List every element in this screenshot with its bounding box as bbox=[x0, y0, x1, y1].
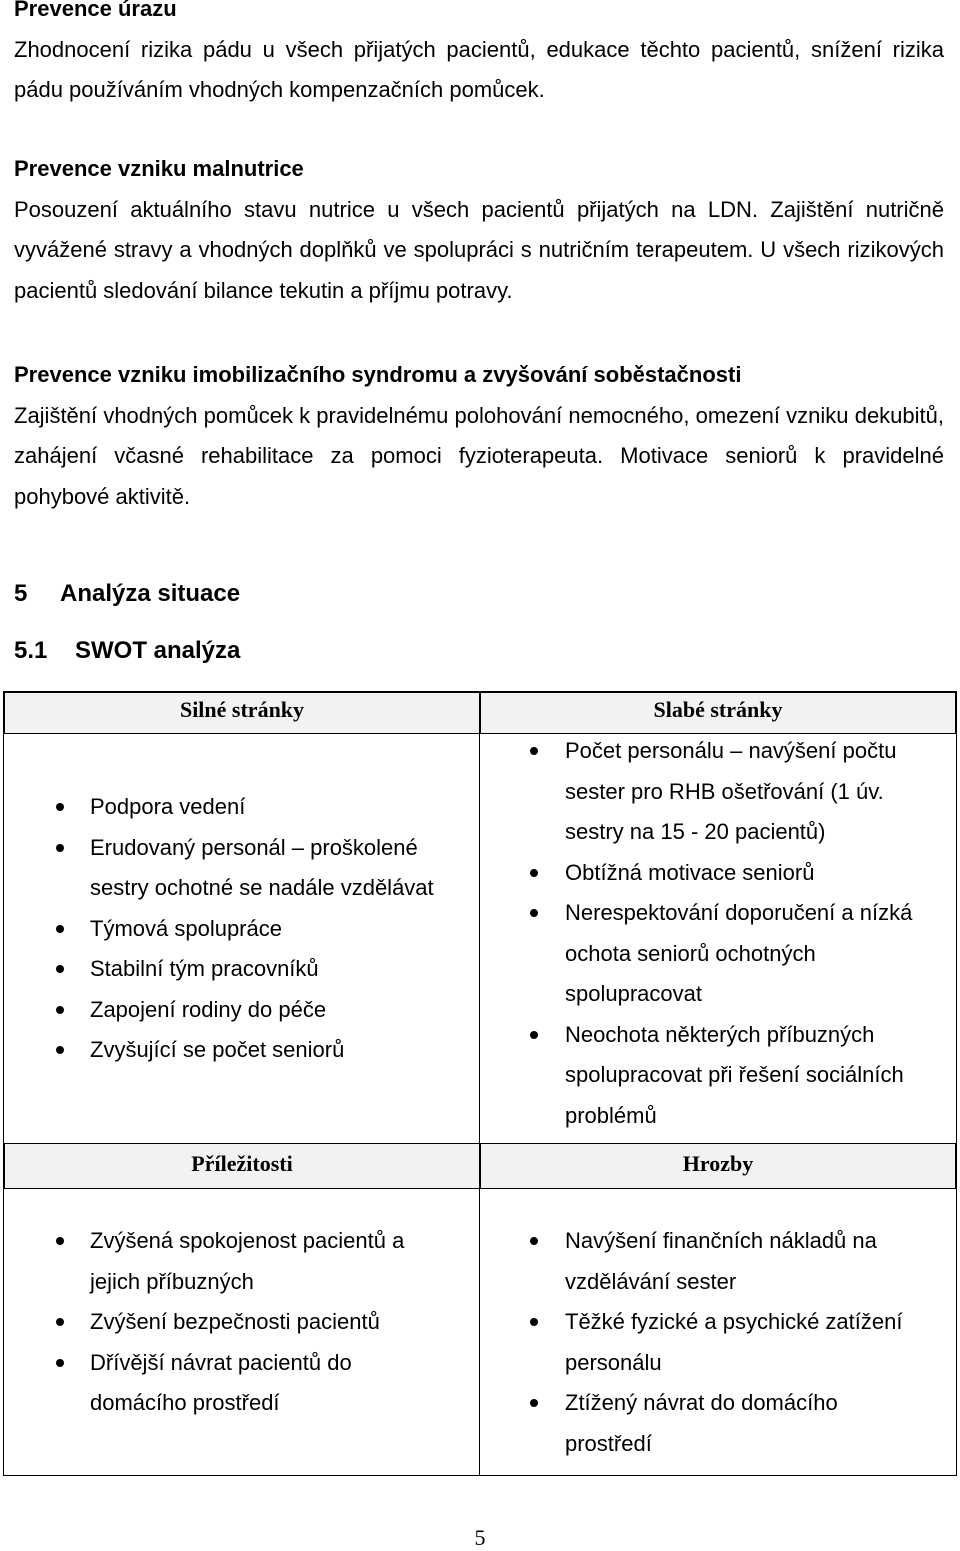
list-item: Obtížná motivace seniorů bbox=[480, 853, 950, 894]
list-item: Těžké fyzické a psychické zatížení personálu bbox=[480, 1302, 950, 1383]
bullet-icon bbox=[530, 909, 538, 917]
bullet-icon bbox=[56, 844, 64, 852]
bullet-icon bbox=[530, 1031, 538, 1039]
section-prevence-imobilizace bbox=[14, 355, 944, 517]
threats-list bbox=[480, 1221, 950, 1464]
chapter-heading bbox=[14, 579, 240, 609]
section-heading: Prevence vzniku imobilizačního syndromu a zvyšování soběstačnosti bbox=[14, 362, 742, 387]
list-item: Zapojení rodiny do péče bbox=[4, 990, 474, 1031]
subchapter-title: SWOT analýza bbox=[75, 637, 241, 664]
list-item: Navýšení finančních nákladů na vzdělávání sester bbox=[480, 1221, 950, 1302]
list-item: Nerespektování doporučení a nízká ochota seniorů ochotných spolupracovat bbox=[480, 893, 950, 1015]
list-item: Zvyšující se počet seniorů bbox=[4, 1030, 474, 1071]
bullet-icon bbox=[56, 1318, 64, 1326]
bullet-icon bbox=[56, 1359, 64, 1367]
bullet-icon bbox=[56, 1237, 64, 1245]
opportunities-list bbox=[4, 1221, 474, 1424]
swot-header-threats: Hrozby bbox=[480, 1143, 956, 1189]
bullet-icon bbox=[530, 747, 538, 755]
list-item: Zvýšení bezpečnosti pacientů bbox=[4, 1302, 474, 1343]
subchapter-number: 5.1 bbox=[14, 637, 48, 664]
chapter-number: 5 bbox=[14, 580, 28, 607]
section-heading: Prevence úrazu bbox=[14, 0, 177, 21]
chapter-title: Analýza situace bbox=[60, 580, 241, 607]
section-paragraph: Zajištění vhodných pomůcek k pravidelnému polohování nemocného, omezení vzniku dekubitů, zahájení včasné rehabilitace za pomoci fyzioterapeuta. Motivace seniorů k pravidelné pohybové aktivitě. bbox=[14, 402, 944, 509]
list-item: Ztížený návrat do domácího prostředí bbox=[480, 1383, 950, 1464]
swot-header-strengths: Silné stránky bbox=[4, 692, 480, 734]
bullet-icon bbox=[56, 1046, 64, 1054]
swot-header-weaknesses: Slabé stránky bbox=[480, 692, 956, 734]
bullet-icon bbox=[530, 1318, 538, 1326]
weaknesses-list bbox=[480, 731, 950, 1136]
bullet-icon bbox=[530, 1399, 538, 1407]
list-item: Neochota některých příbuzných spolupracovat při řešení sociálních problémů bbox=[480, 1015, 950, 1137]
section-prevence-malnutrice bbox=[14, 149, 944, 311]
list-item: Zvýšená spokojenost pacientů a jejich příbuzných bbox=[4, 1221, 474, 1302]
list-item: Počet personálu – navýšení počtu sester pro RHB ošetřování (1 úv. sestry na 15 - 20 pacientů) bbox=[480, 731, 950, 853]
bullet-icon bbox=[530, 869, 538, 877]
page-number: 5 bbox=[474, 1525, 486, 1550]
swot-cell-strengths bbox=[4, 734, 480, 1143]
section-paragraph: Zhodnocení rizika pádu u všech přijatých pacientů, edukace těchto pacientů, snížení rizika pádu používáním vhodných kompenzačních pomůcek. bbox=[14, 36, 944, 102]
list-item: Podpora vedení bbox=[4, 787, 474, 828]
swot-cell-weaknesses bbox=[480, 734, 956, 1143]
section-paragraph: Posouzení aktuálního stavu nutrice u všech pacientů přijatých na LDN. Zajištění nutričně vyvážené stravy a vhodných doplňků ve spolupráci s nutričním terapeutem. U všech rizikových pacientů sledování bilance tekutin a příjmu potravy. bbox=[14, 196, 944, 303]
swot-header-opportunities: Příležitosti bbox=[4, 1143, 480, 1189]
swot-table bbox=[3, 691, 957, 1476]
bullet-icon bbox=[56, 965, 64, 973]
section-prevence-urazu bbox=[14, 0, 944, 111]
bullet-icon bbox=[56, 1006, 64, 1014]
swot-cell-threats bbox=[480, 1189, 956, 1475]
swot-cell-opportunities bbox=[4, 1189, 480, 1475]
bullet-icon bbox=[56, 803, 64, 811]
list-item: Erudovaný personál – proškolené sestry ochotné se nadále vzdělávat bbox=[4, 828, 474, 909]
bullet-icon bbox=[530, 1237, 538, 1245]
bullet-icon bbox=[56, 925, 64, 933]
list-item: Stabilní tým pracovníků bbox=[4, 949, 474, 990]
section-heading: Prevence vzniku malnutrice bbox=[14, 156, 304, 181]
list-item: Týmová spolupráce bbox=[4, 909, 474, 950]
list-item: Dřívější návrat pacientů do domácího prostředí bbox=[4, 1343, 474, 1424]
subchapter-heading bbox=[14, 636, 240, 666]
strengths-list bbox=[4, 787, 474, 1071]
